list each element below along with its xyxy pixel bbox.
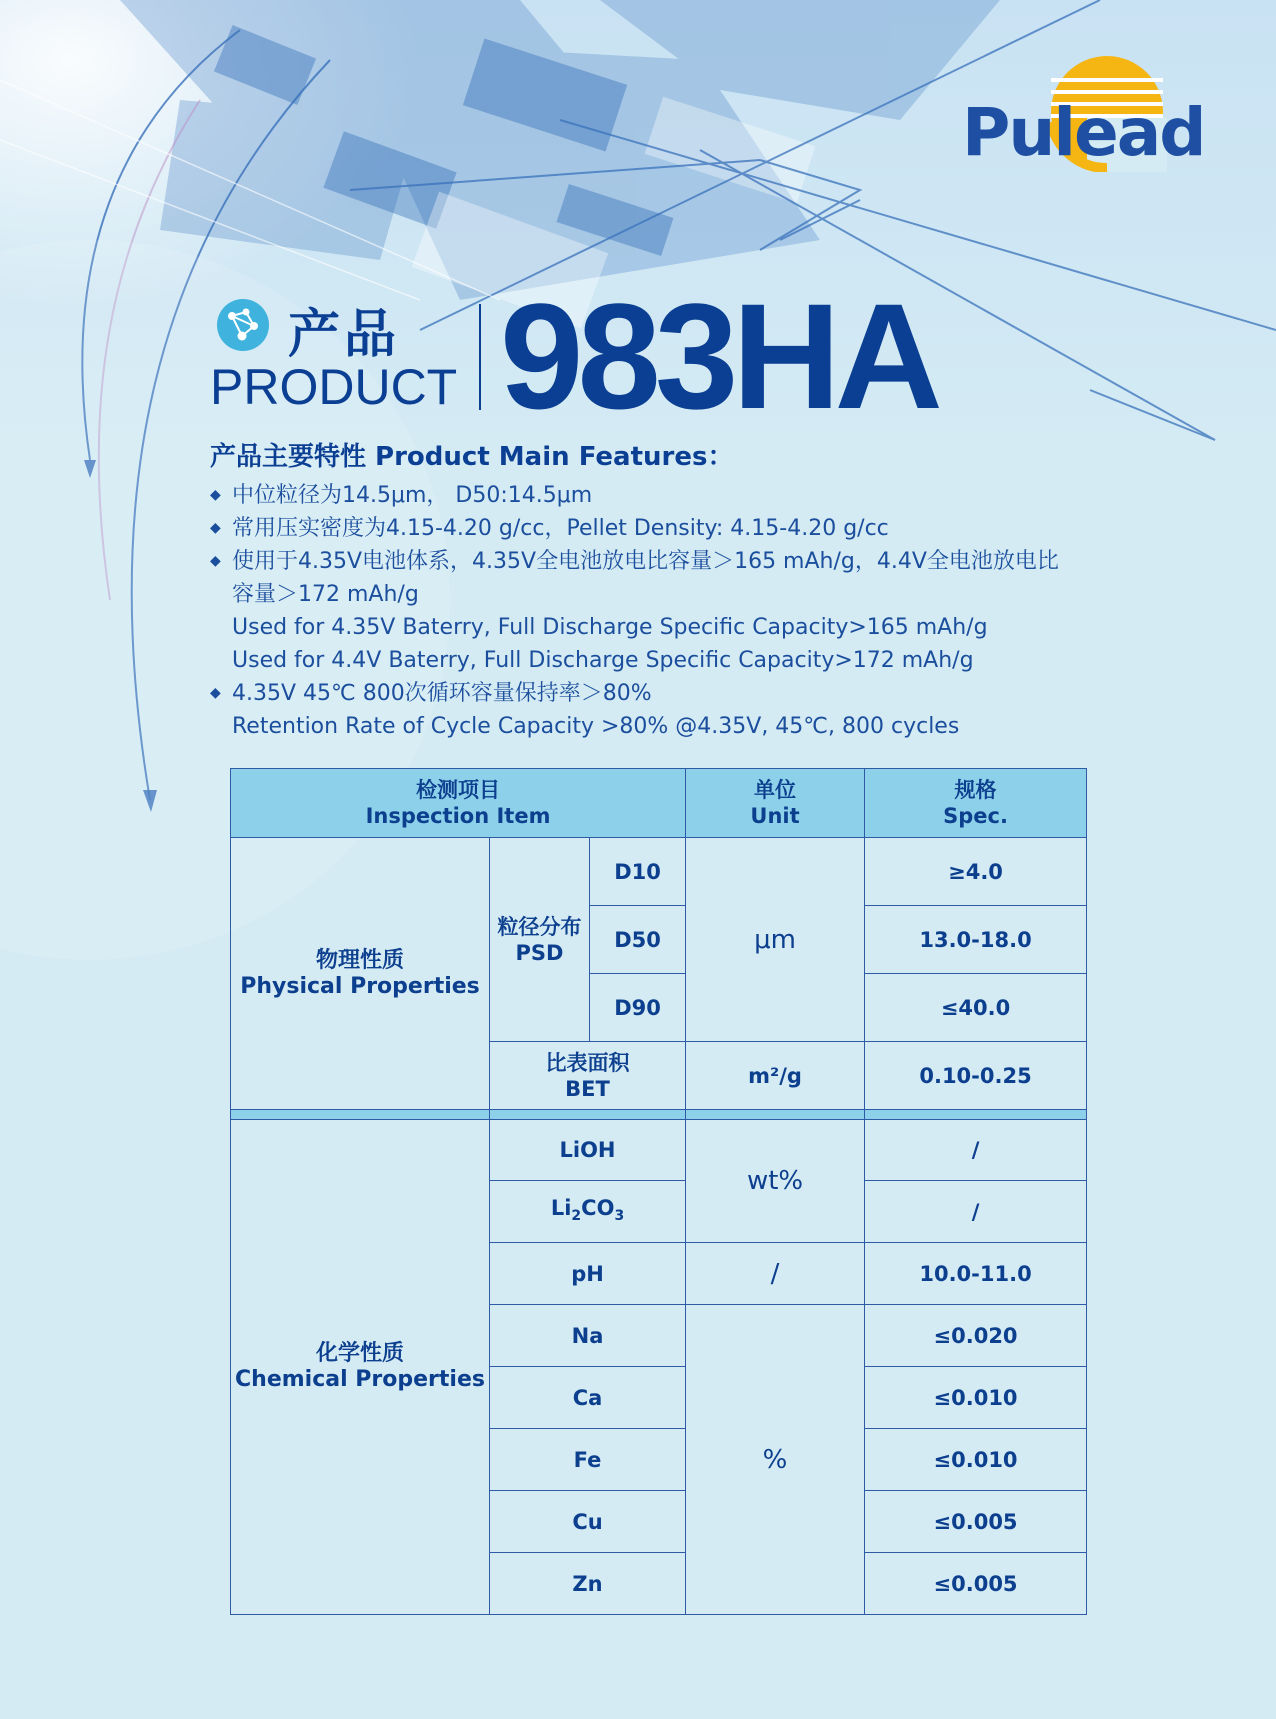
pct-unit: %	[686, 1305, 865, 1615]
physical-properties-label	[231, 838, 490, 1110]
header-spec-en: Spec.	[943, 804, 1008, 828]
header-spec-cn: 规格	[954, 778, 997, 802]
diamond-bullet-icon: ◆	[210, 520, 221, 536]
feature-item	[210, 512, 1110, 545]
feature-line: 使用于4.35V电池体系，4.35V全电池放电比容量＞165 mAh/g，4.4V全电池放电比	[232, 549, 1059, 574]
header-unit	[686, 769, 865, 838]
feature-line: 中位粒径为14.5μm， D50:14.5μm	[232, 483, 593, 508]
chemical-properties-label	[231, 1120, 490, 1615]
ph-unit: /	[686, 1243, 865, 1305]
wt-unit: wt%	[686, 1120, 865, 1243]
feature-line: Retention Rate of Cycle Capacity >80% @4.35V, 45℃, 800 cycles	[232, 714, 960, 739]
features-section	[210, 436, 1110, 743]
chem-item: Na	[490, 1305, 686, 1367]
bet-item-en: BET	[565, 1076, 610, 1101]
spec-value: ≤0.020	[865, 1305, 1087, 1367]
diamond-bullet-icon: ◆	[210, 685, 221, 701]
product-model: 983HA	[500, 272, 937, 440]
li2co3-sub1: 2	[571, 1207, 582, 1224]
table-row	[231, 1120, 1087, 1181]
li2co3-prefix: Li	[550, 1195, 572, 1220]
psd-item: D50	[590, 906, 686, 974]
separator-cell	[686, 1110, 865, 1120]
header-item-cn: 检测项目	[416, 778, 501, 802]
separator-cell	[231, 1110, 490, 1120]
psd-label	[490, 838, 590, 1042]
header-unit-cn: 单位	[754, 778, 797, 802]
product-title-block	[210, 272, 1010, 440]
spec-value: 0.10-0.25	[865, 1042, 1087, 1110]
chem-item: Fe	[490, 1429, 686, 1491]
title-divider	[479, 304, 481, 410]
feature-item	[210, 545, 1110, 677]
spec-value: /	[865, 1120, 1087, 1181]
chem-item-li2co3	[490, 1181, 686, 1243]
header-unit-en: Unit	[750, 804, 800, 828]
physical-label-cn: 物理性质	[315, 947, 404, 973]
bet-item	[490, 1042, 686, 1110]
chem-item: Zn	[490, 1553, 686, 1615]
diamond-bullet-icon: ◆	[210, 487, 221, 503]
header-item-en: Inspection Item	[365, 804, 551, 828]
psd-label-en: PSD	[515, 940, 564, 965]
spec-value: ≥4.0	[865, 838, 1087, 906]
spec-value: 13.0-18.0	[865, 906, 1087, 974]
bet-unit: m²/g	[686, 1042, 865, 1110]
spec-value: ≤0.005	[865, 1491, 1087, 1553]
li2co3-mid: CO	[581, 1195, 615, 1220]
features-title: 产品主要特性 Product Main Features：	[210, 442, 734, 472]
feature-line: 常用压实密度为4.15-4.20 g/cc，Pellet Density: 4.15-4.20 g/cc	[232, 516, 889, 541]
feature-item	[210, 677, 1110, 743]
chem-item: pH	[490, 1243, 686, 1305]
physical-label-en: Physical Properties	[240, 973, 480, 999]
product-label-en: PRODUCT	[210, 359, 458, 415]
feature-item	[210, 479, 1110, 512]
psd-item: D90	[590, 974, 686, 1042]
table-row	[231, 838, 1087, 906]
header-inspection-item	[231, 769, 686, 838]
spec-value: /	[865, 1181, 1087, 1243]
logo-wordmark: Pulead	[962, 94, 1205, 171]
features-list	[210, 479, 1110, 743]
spec-value: ≤0.010	[865, 1429, 1087, 1491]
chemical-label-en: Chemical Properties	[235, 1367, 485, 1392]
chem-item: Cu	[490, 1491, 686, 1553]
diamond-bullet-icon: ◆	[210, 553, 221, 569]
spec-value: ≤40.0	[865, 974, 1087, 1042]
specification-table	[230, 768, 1087, 1615]
bet-item-cn: 比表面积	[545, 1050, 630, 1075]
spec-value: ≤0.005	[865, 1553, 1087, 1615]
company-logo	[962, 52, 1205, 172]
chem-item: LiOH	[490, 1120, 686, 1181]
feature-line: 4.35V 45℃ 800次循环容量保持率＞80%	[232, 681, 652, 706]
header-spec	[865, 769, 1087, 838]
spec-value: ≤0.010	[865, 1367, 1087, 1429]
feature-line: Used for 4.35V Baterry, Full Discharge Specific Capacity>165 mAh/g	[232, 615, 988, 640]
table-separator-row	[231, 1110, 1087, 1120]
feature-line: 容量＞172 mAh/g	[232, 582, 419, 607]
psd-label-cn: 粒径分布	[497, 914, 582, 939]
li2co3-sub2: 3	[614, 1207, 625, 1224]
table-header-row	[231, 769, 1087, 838]
psd-unit: μm	[686, 838, 865, 1042]
feature-line: Used for 4.4V Baterry, Full Discharge Specific Capacity>172 mAh/g	[232, 648, 974, 673]
psd-item: D10	[590, 838, 686, 906]
spec-value: 10.0-11.0	[865, 1243, 1087, 1305]
chemical-label-cn: 化学性质	[315, 1341, 404, 1366]
product-label-cn: 产品	[288, 305, 401, 365]
separator-cell	[865, 1110, 1087, 1120]
separator-cell	[490, 1110, 686, 1120]
chem-item: Ca	[490, 1367, 686, 1429]
molecule-icon	[216, 298, 270, 352]
